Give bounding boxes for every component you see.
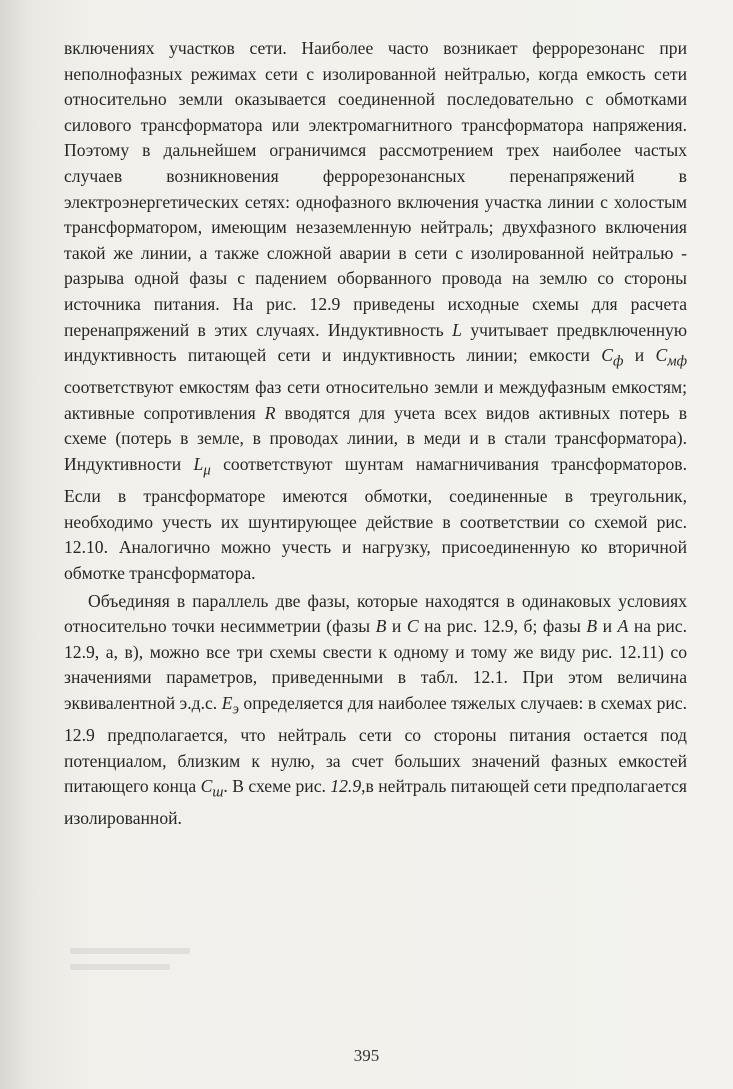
page-body	[64, 36, 687, 832]
page-number: 395	[353, 1046, 380, 1065]
bleed-through-marks	[70, 948, 210, 990]
paragraph-1: включениях участков сети. Наиболее часто возникает феррорезонанс при неполнофазных режимах сети с изолированной нейтралью, когда емкость сети относительно земли оказывается соединенной последовательно с обмотками силового трансформатора или электромагнитного трансформатора напряжения. Поэтому в дальнейшем ограничимся рассмотрением трех наиболее частых случаев возникновения феррорезонансных перенапряжений в электроэнергетических сетях: однофазного включения участка линии с холостым трансформатором, имеющим незаземленную нейтраль; двухфазного включения такой же линии, а также сложной аварии в сети с изолированной нейтралью - разрыва одной фазы с падением оборванного провода на землю со стороны источника питания. На рис. 12.9 приведены исходные схемы для расчета перенапряжений в этих случаях. Индуктивность L учитывает предвключенную индуктивность питающей сети и индуктивность линии; емкости $C_ф$ и $C_{мф}$ соответствуют емкостям фаз сети относительно земли и междуфазным емкостям; активные сопротивления R вводятся для учета всех видов активных потерь в схеме (потерь в земле, в проводах линии, в меди и в стали трансформатора). Индуктивности $L_\mu$ соответствуют шунтам намагничивания трансформаторов. Если в трансформаторе имеются обмотки, соединенные в треугольник, необходимо учесть их шунтирующее действие в соответствии со схемой рис. 12.10. Аналогично можно учесть и нагрузку, присоединенную ко вторичной обмотке трансформатора.	[64, 38, 688, 583]
paragraph-2: Объединяя в параллель две фазы, которые находятся в одинаковых условиях относительно точки несимметрии (фазы B и C на рис. 12.9, б; фазы B и A на рис. 12.9, а, в), можно все три схемы свести к одному и тому же виду рис. 12.11) со значениями параметров, приведенными в табл. 12.1. При этом величина эквивалентной э.д.с. $E_э$ определяется для наиболее тяжелых случаев: в схемах рис. 12.9 предполагается, что нейтраль сети со стороны питания остается под потенциалом, близким к нулю, за счет больших значений фазных емкостей питающего конца $C_ш$. В схеме рис. 12.9,в нейтраль питающей сети предполагается изолированной.	[64, 590, 687, 829]
